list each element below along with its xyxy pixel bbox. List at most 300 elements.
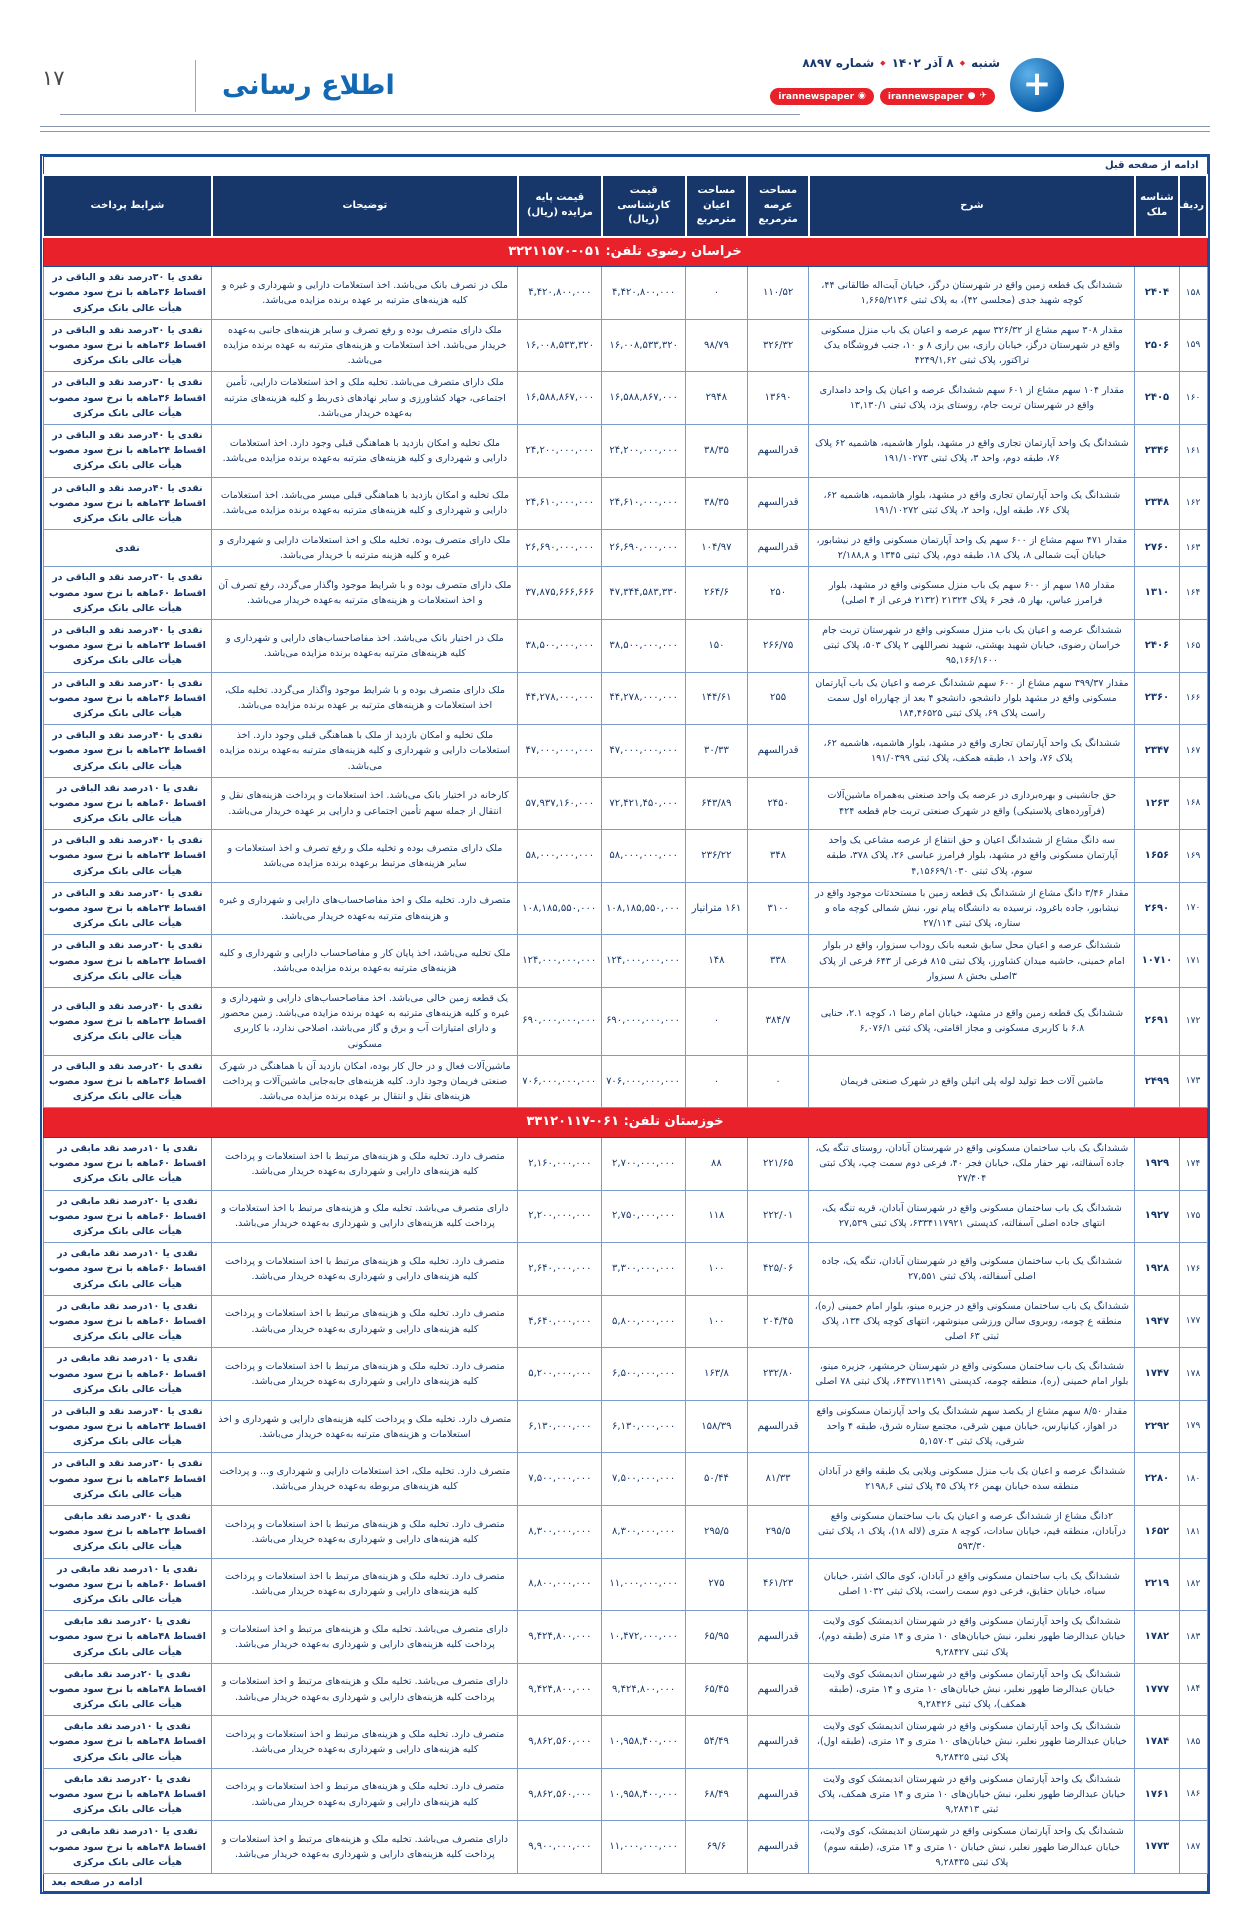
land-area: قدرالسهم [747, 424, 809, 477]
description: ششدانگ یک قطعه زمین واقع در مشهد، خیابان امام رضا ۱، کوچه ۲.۱، حنایی ۶.۸ با کاربری مسکونی و مجاز اقامتی، پلاک ثبتی ۶,۰۷۶/۱ [809, 987, 1135, 1055]
base-price: ۷۰۶,۰۰۰,۰۰۰,۰۰۰ [518, 1055, 602, 1108]
auction-table [40, 154, 1210, 1894]
payment-terms: نقدی یا ۱۰درصد نقد الباقی در اقساط ۶۰ماهه با نرخ سود مصوب هیأت عالی بانک مرکزی [43, 777, 212, 830]
building-area: ۳۸/۳۵ [686, 477, 748, 530]
land-area: ۲۲۲/۰۱ [747, 1190, 809, 1243]
building-area: ۰ [686, 987, 748, 1055]
listing-row [43, 1400, 1207, 1453]
building-area: ۵۴/۴۹ [686, 1716, 748, 1769]
payment-terms: نقدی یا ۱۰درصد نقد مابقی در اقساط ۶۰ماهه با نرخ سود مصوب هیأت عالی بانک مرکزی [43, 1558, 212, 1611]
notes: متصرف دارد. تخلیه ملک و پرداخت کلیه هزینه‌های دارایی و شهرداری و اخذ استعلامات و هزینه‌های مترتبه به‌عهده خریدار می‌باشد. [212, 1400, 518, 1453]
appraisal-price: ۲,۷۰۰,۰۰۰,۰۰۰ [602, 1138, 686, 1191]
listing-row [43, 830, 1207, 883]
description: ششدانگ عرصه و اعیان یک باب منزل مسکونی واقع در شهرستان تربت جام خراسان رضوی، خیابان شهید بهشتی، شهید نصراللهی ۲ پلاک ۵۰۳، پلاک ثبتی ۹۵,۱۶۶/۱۶۰۰ [809, 620, 1135, 673]
diamond-separator-icon: ◆ [959, 59, 966, 67]
header-horizontal-rule [60, 114, 800, 115]
payment-terms: نقدی یا ۳۰درصد نقد و الباقی در اقساط ۲۴ماهه با نرخ سود مصوب هیأت عالی بانک مرکزی [43, 882, 212, 935]
base-price: ۶,۱۳۰,۰۰۰,۰۰۰ [518, 1400, 602, 1453]
listing-row [43, 372, 1207, 425]
notes: ملک دارای متصرف بوده و با شرایط موجود واگذار می‌گردد، رفع تصرف آن و اخذ استعلامات و هزینه‌های مترتبه به‌عهده خریدار می‌باشد. [212, 567, 518, 620]
payment-terms: نقدی یا ۱۰درصد نقد مابقی در اقساط ۶۰ماهه با نرخ سود مصوب هیأت عالی بانک مرکزی [43, 1138, 212, 1191]
land-area: قدرالسهم [747, 1716, 809, 1769]
listing-row [43, 1453, 1207, 1506]
property-id: ۲۳۶۰ [1135, 672, 1179, 725]
row-number: ۱۷۵ [1179, 1190, 1207, 1243]
notes: ماشین‌آلات فعال و در حال کار بوده، امکان بازدید آن با هماهنگی در شهرک صنعتی فریمان وجود دارد. کلیه هزینه‌های جابه‌جایی ماشین‌آلات و پرداخت هزینه‌های نقل و انتقال بر عهده برنده مزایده می‌باشد. [212, 1055, 518, 1108]
land-area: ۰ [747, 1055, 809, 1108]
base-price: ۲,۲۰۰,۰۰۰,۰۰۰ [518, 1190, 602, 1243]
row-number: ۱۷۴ [1179, 1138, 1207, 1191]
notes: ملک تخلیه و امکان بازدید با هماهنگی قبلی وجود دارد. اخذ استعلامات دارایی و شهرداری و کلیه هزینه‌های مترتبه به‌عهده برنده مزایده می‌باشد. [212, 424, 518, 477]
notes: متصرف دارد. تخلیه ملک و هزینه‌های مرتبط با اخذ استعلامات و پرداخت کلیه هزینه‌های دارایی و شهرداری به‌عهده خریدار می‌باشد. [212, 1243, 518, 1296]
column-header: قیمت کارشناسی (ریال) [602, 175, 686, 237]
row-number: ۱۶۰ [1179, 372, 1207, 425]
description: ششدانگ یک واحد آپارتمان مسکونی واقع در شهرستان اندیمشک کوی ولایت خیابان عبدالرضا طهور نعلبر، نبش خیابان‌های ۱۰ متری و ۱۴ متری (طبقه دوم)، پلاک ثبتی ۹,۲۸۴۲۷ [809, 1611, 1135, 1664]
base-price: ۴,۴۲۰,۸۰۰,۰۰۰ [518, 267, 602, 320]
notes: متصرف دارد. تخلیه ملک و هزینه‌های مرتبط با اخذ استعلامات و پرداخت کلیه هزینه‌های دارایی و شهرداری به‌عهده خریدار می‌باشد. [212, 1506, 518, 1559]
property-id: ۱۹۲۷ [1135, 1190, 1179, 1243]
appraisal-price: ۴۷,۰۰۰,۰۰۰,۰۰۰ [602, 725, 686, 778]
description: مقدار ۳۰۸ سهم مشاع از ۳۲۶/۳۲ سهم عرصه و اعیان یک باب منزل مسکونی واقع در شهرستان درگز، خیابان رازی، بین رازی ۸ و ۱۰، جنب فروشگاه یدک تراکتور، پلاک ثبتی ۴۲۴۹/۱,۶۲ [809, 319, 1135, 372]
header-double-rule [40, 126, 1210, 132]
notes: ملک دارای متصرف می‌باشد. تخلیه ملک و اخذ استعلامات دارایی، تأمین اجتماعی، جهاد کشاورزی و سایر نهادهای ذی‌ربط و کلیه هزینه‌های مترتبه به‌عهده خریدار می‌باشد. [212, 372, 518, 425]
building-area: ۲۷۵ [686, 1558, 748, 1611]
row-number: ۱۷۰ [1179, 882, 1207, 935]
listing-row [43, 1295, 1207, 1348]
social-pill-instagram [770, 88, 874, 105]
telegram-icon: ✈ [979, 91, 987, 101]
payment-terms: نقدی یا ۴۰درصد نقد و الباقی در اقساط ۲۴ماهه با نرخ سود مصوب هیأت عالی بانک مرکزی [43, 725, 212, 778]
land-area: ۲۳۲/۸۰ [747, 1348, 809, 1401]
building-area: ۱۰۴/۹۷ [686, 530, 748, 567]
notes: ملک دارای متصرف بوده و با شرایط موجود واگذار می‌گردد. تخلیه ملک، اخذ استعلامات و هزینه‌های مترتبه بر عهده برنده مزایده می‌باشد. [212, 672, 518, 725]
building-area: ۰ [686, 1055, 748, 1108]
property-id: ۱۷۶۱ [1135, 1768, 1179, 1821]
appraisal-price: ۱۰,۴۷۲,۰۰۰,۰۰۰ [602, 1611, 686, 1664]
listing-row [43, 1055, 1207, 1108]
column-header: شرح [809, 175, 1135, 237]
land-area: ۲۲۱/۶۵ [747, 1138, 809, 1191]
property-id: ۲۴۰۵ [1135, 372, 1179, 425]
header-vertical-divider [195, 60, 196, 112]
building-area: ۱۵۰ [686, 620, 748, 673]
building-area: ۱۵۸/۳۹ [686, 1400, 748, 1453]
land-area: ۱۱۰/۵۲ [747, 267, 809, 320]
social-handle: irannewspaper [778, 91, 855, 102]
notes: ملک دارای متصرف بوده و رفع تصرف و سایر هزینه‌های جانبی به‌عهده خریدار می‌باشد. اخذ استعلامات و هزینه‌های مترتبه به عهده برنده مزایده می‌باشد. [212, 319, 518, 372]
row-number: ۱۸۲ [1179, 1558, 1207, 1611]
appraisal-price: ۹,۴۲۴,۸۰۰,۰۰۰ [602, 1663, 686, 1716]
appraisal-price: ۷۰۶,۰۰۰,۰۰۰,۰۰۰ [602, 1055, 686, 1108]
social-pill-telegram-twitter [880, 88, 995, 105]
building-area: ۲۳۶/۲۲ [686, 830, 748, 883]
land-area: ۲۶۶/۷۵ [747, 620, 809, 673]
property-id: ۱۶۵۶ [1135, 830, 1179, 883]
payment-terms: نقدی یا ۴۰درصد نقد و الباقی در اقساط ۲۴ماهه با نرخ سود مصوب هیأت عالی بانک مرکزی [43, 424, 212, 477]
row-number: ۱۸۴ [1179, 1663, 1207, 1716]
auction-table-body [43, 237, 1207, 1874]
notes: ملک تخلیه و امکان بازدید از ملک با هماهنگی قبلی وجود دارد. اخذ استعلامات دارایی و شهرداری و کلیه هزینه‌های مترتبه به‌عهده برنده مزایده می‌باشد. [212, 725, 518, 778]
appraisal-price: ۸,۳۰۰,۰۰۰,۰۰۰ [602, 1506, 686, 1559]
land-area: ۸۱/۳۳ [747, 1453, 809, 1506]
row-number: ۱۶۹ [1179, 830, 1207, 883]
description: ششدانگ یک قطعه زمین واقع در شهرستان درگز، خیابان آیت‌اله طالقانی ۴۴، کوچه شهید جدی (مجلسی ۴۲)، به پلاک ثبتی ۱,۶۶۵/۲۱۳۶ [809, 267, 1135, 320]
appraisal-price: ۷,۵۰۰,۰۰۰,۰۰۰ [602, 1453, 686, 1506]
payment-terms: نقدی یا ۱۰درصد نقد مابقی در اقساط ۶۰ماهه با نرخ سود مصوب هیأت عالی بانک مرکزی [43, 1243, 212, 1296]
payment-terms: نقدی یا ۳۰درصد نقد و الباقی در اقساط ۶۰ماهه با نرخ سود مصوب هیأت عالی بانک مرکزی [43, 567, 212, 620]
description: ششدانگ یک باب ساختمان مسکونی واقع در شهرستان خرمشهر، جزیره مینو، بلوار امام خمینی (ره)، منطقه چومه، کدپستی ۶۴۳۷۱۱۳۱۹۱، پلاک ثبتی ۷۸ اصلی [809, 1348, 1135, 1401]
region-section-row [43, 1108, 1207, 1138]
row-number: ۱۷۷ [1179, 1295, 1207, 1348]
building-area: ۶۵/۹۵ [686, 1611, 748, 1664]
listing-row [43, 777, 1207, 830]
column-header: مساحت عرصه مترمربع [747, 175, 809, 237]
description: مقدار ۸/۵۰ سهم مشاع از یکصد سهم ششدانگ یک واحد آپارتمان مسکونی واقع در اهواز، کیانپارس، خیابان میهن شرقی، مجتمع ستاره شرق، طبقه ۴ واحد شرقی، پلاک ثبتی ۵,۱۵۷۰۳ [809, 1400, 1135, 1453]
listing-row [43, 882, 1207, 935]
payment-terms: نقدی یا ۳۰درصد نقد و الباقی در اقساط ۳۶ماهه با نرخ سود مصوب هیأت عالی بانک مرکزی [43, 372, 212, 425]
notes: متصرف دارد. تخلیه ملک و هزینه‌های مرتبط با اخذ استعلامات و پرداخت کلیه هزینه‌های دارایی و شهرداری به‌عهده خریدار می‌باشد. [212, 1138, 518, 1191]
base-price: ۲,۶۴۰,۰۰۰,۰۰۰ [518, 1243, 602, 1296]
payment-terms: نقدی یا ۲۰درصد نقد و الباقی در اقساط ۳۶ماهه با نرخ سود مصوب هیأت عالی بانک مرکزی [43, 1055, 212, 1108]
base-price: ۷,۵۰۰,۰۰۰,۰۰۰ [518, 1453, 602, 1506]
building-area: ۱۶۱ مترانبار [686, 882, 748, 935]
auction-table-header-row [43, 175, 1207, 237]
continued-from-previous: ادامه از صفحه قبل [43, 157, 1207, 176]
appraisal-price: ۳۸,۵۰۰,۰۰۰,۰۰۰ [602, 620, 686, 673]
listing-row [43, 1716, 1207, 1769]
building-area: ۱۱۸ [686, 1190, 748, 1243]
row-number: ۱۸۵ [1179, 1716, 1207, 1769]
base-price: ۲۴,۶۱۰,۰۰۰,۰۰۰ [518, 477, 602, 530]
column-header: قیمت پایه مزایده (ریال) [518, 175, 602, 237]
row-number: ۱۷۲ [1179, 987, 1207, 1055]
row-number: ۱۶۶ [1179, 672, 1207, 725]
payment-terms: نقدی یا ۱۰درصد نقد مابقی در اقساط ۶۰ماهه با نرخ سود مصوب هیأت عالی بانک مرکزی [43, 1348, 212, 1401]
building-area: ۶۵/۴۵ [686, 1663, 748, 1716]
notes: دارای متصرف می‌باشد. تخلیه ملک و هزینه‌های مرتبط و اخذ استعلامات و پرداخت کلیه هزینه‌های دارایی و شهرداری به‌عهده خریدار می‌باشد. [212, 1611, 518, 1664]
land-area: قدرالسهم [747, 530, 809, 567]
notes: متصرف دارد. تخلیه ملک، اخذ استعلامات دارایی و شهرداری و... و پرداخت کلیه هزینه‌های مربوطه به‌عهده خریدار می‌باشد. [212, 1453, 518, 1506]
listing-row [43, 1821, 1207, 1874]
base-price: ۴۷,۰۰۰,۰۰۰,۰۰۰ [518, 725, 602, 778]
payment-terms: نقدی یا ۲۰درصد نقد مابقی اقساط ۴۸ماهه با نرخ سود مصوب هیأت عالی بانک مرکزی [43, 1768, 212, 1821]
description: ششدانگ یک واحد آپارتمان مسکونی واقع در شهرستان اندیمشک کوی ولایت خیابان عبدالرضا طهور نعلبر، نبش خیابان‌های ۱۰ متری و ۱۴ متری همکف، پلاک ثبتی ۹,۲۸۴۱۳ [809, 1768, 1135, 1821]
appraisal-price: ۴۴,۲۷۸,۰۰۰,۰۰۰ [602, 672, 686, 725]
description: ششدانگ یک واحد آپارتمان تجاری واقع در مشهد، بلوار هاشمیه، هاشمیه ۶۲، پلاک ۷۶، واحد ۱، طبقه همکف، پلاک ثبتی ۱۹۱/۰۳۹۹ [809, 725, 1135, 778]
description: ششدانگ یک واحد آپارتمان مسکونی واقع در شهرستان اندیمشک کوی ولایت خیابان عبدالرضا طهور نعلبر، نبش خیابان‌های ۱۰ متری و ۱۴ متری، (طبقه همکف)، پلاک ثبتی ۹,۲۸۴۲۶ [809, 1663, 1135, 1716]
payment-terms: نقدی یا ۱۰درصد نقد مابقی در اقساط ۴۸ماهه با نرخ سود مصوب هیأت عالی بانک مرکزی [43, 1821, 212, 1874]
notes: متصرف دارد. تخلیه ملک و هزینه‌های مرتبط با اخذ استعلامات و پرداخت کلیه هزینه‌های دارایی و شهرداری به‌عهده خریدار می‌باشد. [212, 1348, 518, 1401]
land-area: ۲۵۰ [747, 567, 809, 620]
row-number: ۱۷۱ [1179, 935, 1207, 988]
listing-row [43, 1768, 1207, 1821]
appraisal-price: ۱۶,۵۸۸,۸۶۷,۰۰۰ [602, 372, 686, 425]
property-id: ۱۷۷۳ [1135, 1821, 1179, 1874]
payment-terms: نقدی یا ۲۰درصد نقد مابقی اقساط ۴۸ماهه با نرخ سود مصوب هیأت عالی بانک مرکزی [43, 1611, 212, 1664]
issue-number: شماره ۸۸۹۷ [802, 56, 875, 70]
payment-terms: نقدی یا ۴۰درصد نقد و الباقی در اقساط ۲۴ماهه با نرخ سود مصوب هیأت عالی بانک مرکزی [43, 620, 212, 673]
notes: متصرف دارد. تخلیه ملک و هزینه‌های مرتبط و اخذ استعلامات و پرداخت کلیه هزینه‌های دارایی و شهرداری به‌عهده خریدار می‌باشد. [212, 1768, 518, 1821]
property-id: ۱۹۴۷ [1135, 1295, 1179, 1348]
appraisal-price: ۷۲,۴۲۱,۴۵۰,۰۰۰ [602, 777, 686, 830]
continued-next-page: ادامه در صفحه بعد [43, 1873, 1207, 1891]
payment-terms: نقدی [43, 530, 212, 567]
appraisal-price: ۴۷,۳۴۴,۵۸۳,۳۳۰ [602, 567, 686, 620]
payment-terms: نقدی یا ۲۰درصد نقد مابقی در اقساط ۶۰ماهه با نرخ سود مصوب هیأت عالی بانک مرکزی [43, 1190, 212, 1243]
appraisal-price: ۶۹۰,۰۰۰,۰۰۰,۰۰۰ [602, 987, 686, 1055]
appraisal-price: ۶,۱۳۰,۰۰۰,۰۰۰ [602, 1400, 686, 1453]
appraisal-price: ۵۸,۰۰۰,۰۰۰,۰۰۰ [602, 830, 686, 883]
land-area: ۳۱۰۰ [747, 882, 809, 935]
property-id: ۲۴۹۹ [1135, 1055, 1179, 1108]
property-id: ۲۵۰۶ [1135, 319, 1179, 372]
page-number: ۱۷ [42, 66, 65, 90]
base-price: ۲,۱۶۰,۰۰۰,۰۰۰ [518, 1138, 602, 1191]
appraisal-price: ۲۴,۶۱۰,۰۰۰,۰۰۰ [602, 477, 686, 530]
auction-listings-table [42, 156, 1208, 1892]
listing-row [43, 672, 1207, 725]
listing-row [43, 1506, 1207, 1559]
description: ششدانگ یک واحد آپارتمان مسکونی واقع در شهرستان اندیمشک، کوی ولایت، خیابان عبدالرضا طهور نعلبر، نبش خیابان ۱۰ متری و ۱۴ متری، (طبقه سوم) پلاک ثبتی ۹,۲۸۴۳۵ [809, 1821, 1135, 1874]
listing-row [43, 267, 1207, 320]
description: ششدانگ یک واحد آپارتمان تجاری واقع در مشهد، بلوار هاشمیه، هاشمیه ۶۲، پلاک ۷۶، طبقه اول، واحد ۲، پلاک ثبتی ۱۹۱/۱۰۲۷۲ [809, 477, 1135, 530]
appraisal-price: ۴,۴۲۰,۸۰۰,۰۰۰ [602, 267, 686, 320]
description: مقدار ۳۹۹/۳۷ سهم مشاع از ۶۰۰ سهم ششدانگ عرصه و اعیان یک باب آپارتمان مسکونی واقع در مشهد بلوار دانشجو، دانشجو ۴ بعد از چهارراه اول سمت راست پلاک ۶۹، پلاک ثبتی ۱۸۴,۴۶۵۲۵ [809, 672, 1135, 725]
land-area: ۲۴۵۰ [747, 777, 809, 830]
building-area: ۵۰/۴۴ [686, 1453, 748, 1506]
region-section-header: خوزستان تلفن: ۰۶۱-۳۳۱۲۰۱۱۷ [43, 1108, 1207, 1138]
description: ششدانگ عرصه و اعیان یک باب منزل مسکونی ویلایی یک طبقه واقع در آبادان منطقه سده خیابان بهمن ۲۶ پلاک ۴۵ پلاک ثبتی ۲۱۹۸,۶ [809, 1453, 1135, 1506]
row-number: ۱۵۹ [1179, 319, 1207, 372]
row-number: ۱۸۳ [1179, 1611, 1207, 1664]
base-price: ۱۰۸,۱۸۵,۵۵۰,۰۰۰ [518, 882, 602, 935]
base-price: ۹,۸۶۲,۵۶۰,۰۰۰ [518, 1768, 602, 1821]
land-area: ۱۳۶۹۰ [747, 372, 809, 425]
region-section-header: خراسان رضوی تلفن: ۰۵۱-۳۲۲۱۱۵۷۰ [43, 237, 1207, 267]
description: ششدانگ یک واحد آپارتمان تجاری واقع در مشهد، بلوار هاشمیه، هاشمیه ۶۲ پلاک ۷۶، طبقه دوم، واحد ۳، پلاک ثبتی ۱۹۱/۱۰۲۷۳ [809, 424, 1135, 477]
land-area: ۳۲۶/۳۲ [747, 319, 809, 372]
building-area: ۱۰۰ [686, 1295, 748, 1348]
notes: متصرف دارد. تخلیه ملک و هزینه‌های مرتبط با اخذ استعلامات و پرداخت کلیه هزینه‌های دارایی و شهرداری به‌عهده خریدار می‌باشد. [212, 1295, 518, 1348]
column-header: شرایط پرداخت [43, 175, 212, 237]
payment-terms: نقدی یا ۴۰درصد نقد و الباقی در اقساط ۲۴ماهه با نرخ سود مصوب هیأت عالی بانک مرکزی [43, 477, 212, 530]
payment-terms: نقدی یا ۴۰درصد نقد و الباقی در اقساط ۲۴ماهه با نرخ سود مصوب هیأت عالی بانک مرکزی [43, 830, 212, 883]
description: مقدار ۱۰۴ سهم مشاع از ۶۰۱ سهم ششدانگ عرصه و اعیان یک واحد دامداری واقع در شهرستان تربت جام، روستای یزد، پلاک ثبتی ۱۳,۱۳۰/۱ [809, 372, 1135, 425]
base-price: ۲۴,۲۰۰,۰۰۰,۰۰۰ [518, 424, 602, 477]
row-number: ۱۸۶ [1179, 1768, 1207, 1821]
property-id: ۱۹۲۹ [1135, 1138, 1179, 1191]
date-weekday: شنبه [971, 56, 1000, 70]
property-id: ۲۲۱۹ [1135, 1558, 1179, 1611]
page-header [0, 0, 1250, 148]
row-number: ۱۶۸ [1179, 777, 1207, 830]
base-price: ۱۶,۰۰۸,۵۳۳,۳۲۰ [518, 319, 602, 372]
base-price: ۵,۲۰۰,۰۰۰,۰۰۰ [518, 1348, 602, 1401]
notes: متصرف دارد. تخلیه ملک و اخذ مفاصاحساب‌های دارایی و شهرداری و غیره و هزینه‌های مترتبه به‌عهده خریدار می‌باشد. [212, 882, 518, 935]
property-id: ۱۶۵۲ [1135, 1506, 1179, 1559]
row-number: ۱۷۳ [1179, 1055, 1207, 1108]
notes: ملک در تصرف بانک می‌باشد. اخذ استعلامات دارایی و شهرداری و غیره و کلیه هزینه‌های مترتبه بر عهده برنده مزایده می‌باشد. [212, 267, 518, 320]
base-price: ۸,۳۰۰,۰۰۰,۰۰۰ [518, 1506, 602, 1559]
base-price: ۹,۹۰۰,۰۰۰,۰۰۰ [518, 1821, 602, 1874]
base-price: ۳۸,۵۰۰,۰۰۰,۰۰۰ [518, 620, 602, 673]
notes: دارای متصرف می‌باشد. تخلیه ملک و هزینه‌های مرتبط با اخذ استعلامات و پرداخت کلیه هزینه‌های دارایی و شهرداری به‌عهده خریدار می‌باشد. [212, 1190, 518, 1243]
building-area: ۲۹۴۸ [686, 372, 748, 425]
notes: ملک تخلیه و امکان بازدید با هماهنگی قبلی میسر می‌باشد. اخذ استعلامات دارایی و شهرداری و کلیه هزینه‌های مترتبه به‌عهده برنده مزایده می‌باشد. [212, 477, 518, 530]
building-area: ۶۹/۶ [686, 1821, 748, 1874]
property-id: ۲۷۶۰ [1135, 530, 1179, 567]
date-line [802, 56, 1000, 70]
payment-terms: نقدی یا ۳۰درصد نقد و الباقی در اقساط ۳۶ماهه با نرخ سود مصوب هیأت عالی بانک مرکزی [43, 267, 212, 320]
listing-row [43, 620, 1207, 673]
column-header: شناسه ملک [1135, 175, 1179, 237]
appraisal-price: ۵,۸۰۰,۰۰۰,۰۰۰ [602, 1295, 686, 1348]
building-area: ۱۴۸ [686, 935, 748, 988]
payment-terms: نقدی یا ۳۰درصد نقد و الباقی در اقساط ۳۶ماهه با نرخ سود مصوب هیأت عالی بانک مرکزی [43, 672, 212, 725]
payment-terms: نقدی یا ۳۰درصد نقد و الباقی در اقساط ۳۶ماهه با نرخ سود مصوب هیأت عالی بانک مرکزی [43, 1453, 212, 1506]
base-price: ۵۷,۹۳۷,۱۶۰,۰۰۰ [518, 777, 602, 830]
land-area: قدرالسهم [747, 1611, 809, 1664]
property-id: ۱۹۲۸ [1135, 1243, 1179, 1296]
property-id: ۲۶۹۰ [1135, 882, 1179, 935]
date-full: ۸ آذر ۱۴۰۲ [891, 56, 954, 70]
base-price: ۹,۴۲۴,۸۰۰,۰۰۰ [518, 1611, 602, 1664]
payment-terms: نقدی یا ۳۰درصد نقد و الباقی در اقساط ۳۶ماهه با نرخ سود مصوب هیأت عالی بانک مرکزی [43, 319, 212, 372]
base-price: ۱۶,۵۸۸,۸۶۷,۰۰۰ [518, 372, 602, 425]
description: مقدار ۱۸۵ سهم از ۶۰۰ سهم یک باب منزل مسکونی واقع در مشهد، بلوار فرامرز عباس، بهار ۵، فجر ۶ پلاک ۲۱۳۲۴ (۲۱۳۲ فرعی از ۴ اصلی) [809, 567, 1135, 620]
property-id: ۱۳۱۰ [1135, 567, 1179, 620]
notes: متصرف دارد. تخلیه ملک و هزینه‌های مرتبط با اخذ استعلامات و پرداخت کلیه هزینه‌های دارایی و شهرداری به‌عهده خریدار می‌باشد. [212, 1558, 518, 1611]
notes: ملک در اختیار بانک می‌باشد. اخذ مفاصاحساب‌های دارایی و شهرداری و کلیه هزینه‌های مترتبه به‌عهده برنده مزایده می‌باشد. [212, 620, 518, 673]
listing-row [43, 725, 1207, 778]
appraisal-price: ۲۴,۲۰۰,۰۰۰,۰۰۰ [602, 424, 686, 477]
notes: کارخانه در اختیار بانک می‌باشد. اخذ استعلامات و پرداخت هزینه‌های نقل و انتقال از جمله سهم تأمین اجتماعی و دارایی بر عهده خریدار می‌باشد. [212, 777, 518, 830]
appraisal-price: ۶,۵۰۰,۰۰۰,۰۰۰ [602, 1348, 686, 1401]
row-number: ۱۷۹ [1179, 1400, 1207, 1453]
notes: ملک تخلیه می‌باشد، اخذ پایان کار و مفاصاحساب دارایی و شهرداری و کلیه هزینه‌های مترتبه به‌عهده برنده مزایده می‌باشد. [212, 935, 518, 988]
base-price: ۲۶,۶۹۰,۰۰۰,۰۰۰ [518, 530, 602, 567]
building-area: ۳۰/۳۳ [686, 725, 748, 778]
land-area: ۳۴۸ [747, 830, 809, 883]
description: ششدانگ یک باب ساختمان مسکونی واقع در شهرستان آبادان، قریه تنگه یک، انتهای جاده اصلی آسفالته، کدپستی ۶۳۳۴۱۱۷۹۲۱، پلاک ثبتی ۲۷,۵۳۹ [809, 1190, 1135, 1243]
base-price: ۸,۸۰۰,۰۰۰,۰۰۰ [518, 1558, 602, 1611]
plus-logo-glyph: + [1022, 63, 1052, 104]
listing-row [43, 530, 1207, 567]
description: ششدانگ یک باب ساختمان مسکونی واقع در جزیره مینو، بلوار امام خمینی (ره)، منطقه ع چومه، روبروی سالن ورزشی مینوشهر، انتهای کوچه پلاک ۱۳۴، پلاک ثبتی ۶۳ اصلی [809, 1295, 1135, 1348]
property-id: ۱۲۶۳ [1135, 777, 1179, 830]
listing-row [43, 319, 1207, 372]
property-id: ۲۳۴۷ [1135, 725, 1179, 778]
building-area: ۶۴۳/۸۹ [686, 777, 748, 830]
property-id: ۲۴۰۴ [1135, 267, 1179, 320]
description: مقدار ۳/۴۶ دانگ مشاع از ششدانگ یک قطعه زمین با مستحدثات موجود واقع در نیشابور، جاده باغرود، نرسیده به دانشگاه پیام نور، نبش شمالی کوچه ماه و ستاره، پلاک ثبتی ۲۷/۱۱۴ [809, 882, 1135, 935]
property-id: ۱۷۸۴ [1135, 1716, 1179, 1769]
property-id: ۱۰۷۱۰ [1135, 935, 1179, 988]
land-area: ۴۲۵/۰۶ [747, 1243, 809, 1296]
land-area: قدرالسهم [747, 725, 809, 778]
building-area: ۹۸/۷۹ [686, 319, 748, 372]
land-area: قدرالسهم [747, 477, 809, 530]
appraisal-price: ۱۰۸,۱۸۵,۵۵۰,۰۰۰ [602, 882, 686, 935]
land-area: ۲۵۵ [747, 672, 809, 725]
row-number: ۱۶۳ [1179, 530, 1207, 567]
payment-terms: نقدی یا ۴۰درصد نقد مابقی اقساط ۲۴ماهه با نرخ سود مصوب هیأت عالی بانک مرکزی [43, 1506, 212, 1559]
property-id: ۲۲۹۲ [1135, 1400, 1179, 1453]
instagram-icon: ◉ [858, 91, 866, 101]
property-id: ۲۲۸۰ [1135, 1453, 1179, 1506]
description: ششدانگ یک باب ساختمان مسکونی واقع در شهرستان آبادان، روستای تنگه یک، جاده آسفالته، نهر حفار ملک، خیابان فجر ۴۰، فرعی دوم سمت چپ، پلاک ثبتی ۲۷/۴۰۴ [809, 1138, 1135, 1191]
building-area: ۱۴۴/۶۱ [686, 672, 748, 725]
iran-newspaper-logo [1010, 58, 1064, 112]
land-area: ۲۰۴/۴۵ [747, 1295, 809, 1348]
diamond-separator-icon: ◆ [880, 59, 886, 67]
listing-row [43, 935, 1207, 988]
listing-row [43, 1348, 1207, 1401]
base-price: ۳۷,۸۷۵,۶۶۶,۶۶۶ [518, 567, 602, 620]
listing-row [43, 1138, 1207, 1191]
description: ۲دانگ مشاع از ششدانگ عرصه و اعیان یک باب ساختمان مسکونی واقع درآبادان، منطقه قیم، خیابان سادات، کوچه ۸ متری (لاله ۱۸)، پلاک ۱، پلاک ثبتی ۵۹۳/۳۰ [809, 1506, 1135, 1559]
listing-row [43, 1243, 1207, 1296]
row-number: ۱۵۸ [1179, 267, 1207, 320]
notes: دارای متصرف می‌باشد. تخلیه ملک و هزینه‌های مرتبط و اخذ استعلامات و پرداخت کلیه هزینه‌های دارایی و شهرداری به‌عهده خریدار می‌باشد. [212, 1663, 518, 1716]
land-area: ۴۶۱/۲۳ [747, 1558, 809, 1611]
description: سه دانگ مشاع از ششدانگ اعیان و حق انتفاع از عرصه مشاعی یک واحد آپارتمان مسکونی واقع در مشهد، بلوار فرامرز عباسی ۲۶، پلاک ۳۷۸، طبقه سوم، پلاک ثبتی ۴,۱۵۶۶۹/۱۰۳۰ [809, 830, 1135, 883]
building-area: ۱۶۳/۸ [686, 1348, 748, 1401]
land-area: قدرالسهم [747, 1821, 809, 1874]
notes: ملک دارای متصرف بوده و تخلیه ملک و رفع تصرف و اخذ استعلامات و سایر هزینه‌های مرتبط برعهده برنده مزایده می‌باشد [212, 830, 518, 883]
payment-terms: نقدی یا ۱۰درصد نقد مابقی اقساط ۴۸ماهه با نرخ سود مصوب هیأت عالی بانک مرکزی [43, 1716, 212, 1769]
row-number: ۱۸۷ [1179, 1821, 1207, 1874]
notes: یک قطعه زمین خالی می‌باشد. اخذ مفاصاحساب‌های دارایی و شهرداری و غیره و کلیه هزینه‌های مترتبه به عهده برنده مزایده می‌باشد. زمین محصور و دارای امتیازات آب و برق و گاز می‌باشد، اصلاحی ندارد، با کاربری مسکونی [212, 987, 518, 1055]
column-header: مساحت اعیان مترمربع [686, 175, 748, 237]
appraisal-price: ۲۶,۶۹۰,۰۰۰,۰۰۰ [602, 530, 686, 567]
row-number: ۱۶۷ [1179, 725, 1207, 778]
payment-terms: نقدی یا ۴۰درصد نقد و الباقی در اقساط ۲۴ماهه با نرخ سود مصوب هیأت عالی بانک مرکزی [43, 1400, 212, 1453]
property-id: ۲۳۴۶ [1135, 424, 1179, 477]
newspaper-section-title: اطلاع رسانی [222, 70, 395, 101]
description: ششدانگ یک واحد آپارتمان مسکونی واقع در شهرستان اندیمشک کوی ولایت خیابان عبدالرضا طهور نعلبر، نبش خیابان‌های ۱۰ متری و ۱۴ متری، (طبقه اول)، پلاک ثبتی ۹,۲۸۴۲۵ [809, 1716, 1135, 1769]
description: ششدانگ یک باب ساختمان مسکونی واقع در شهرستان آبادان، تنگه یک، جاده اصلی آسفالته، پلاک ثبتی ۲۷,۵۵۱ [809, 1243, 1135, 1296]
description: حق جانشینی و بهره‌برداری در عرصه یک واحد صنعتی به‌همراه ماشین‌آلات (فرآورده‌های پلاستیکی) واقع در شهرک صنعتی تربت جام قطعه ۴۲۴ [809, 777, 1135, 830]
row-number: ۱۶۲ [1179, 477, 1207, 530]
property-id: ۲۶۹۱ [1135, 987, 1179, 1055]
property-id: ۲۴۰۶ [1135, 620, 1179, 673]
building-area: ۲۶۴/۶ [686, 567, 748, 620]
land-area: ۳۳۸ [747, 935, 809, 988]
payment-terms: نقدی یا ۳۰درصد نقد و الباقی در اقساط ۲۴ماهه با نرخ سود مصوب هیأت عالی بانک مرکزی [43, 935, 212, 988]
property-id: ۱۷۴۷ [1135, 1348, 1179, 1401]
notes: متصرف دارد. تخلیه ملک و هزینه‌های مرتبط و اخذ استعلامات و پرداخت کلیه هزینه‌های دارایی و شهرداری به‌عهده خریدار می‌باشد. [212, 1716, 518, 1769]
twitter-icon: ● [967, 91, 976, 101]
base-price: ۹,۴۲۴,۸۰۰,۰۰۰ [518, 1663, 602, 1716]
payment-terms: نقدی یا ۲۰درصد نقد مابقی اقساط ۴۸ماهه با نرخ سود مصوب هیأت عالی بانک مرکزی [43, 1663, 212, 1716]
appraisal-price: ۳,۳۰۰,۰۰۰,۰۰۰ [602, 1243, 686, 1296]
property-id: ۲۳۴۸ [1135, 477, 1179, 530]
column-header: ردیف [1179, 175, 1207, 237]
description: ماشین آلات خط تولید لوله پلی اتیلن واقع در شهرک صنعتی فریمان [809, 1055, 1135, 1108]
row-number: ۱۶۴ [1179, 567, 1207, 620]
listing-row [43, 567, 1207, 620]
listing-row [43, 1558, 1207, 1611]
building-area: ۲۹۵/۵ [686, 1506, 748, 1559]
appraisal-price: ۱۱,۰۰۰,۰۰۰,۰۰۰ [602, 1821, 686, 1874]
land-area: ۲۹۵/۵ [747, 1506, 809, 1559]
payment-terms: نقدی یا ۴۰درصد نقد و الباقی در اقساط ۲۴ماهه با نرخ سود مصوب هیأت عالی بانک مرکزی [43, 987, 212, 1055]
appraisal-price: ۱۰,۹۵۸,۴۰۰,۰۰۰ [602, 1716, 686, 1769]
listing-row [43, 1663, 1207, 1716]
base-price: ۱۲۴,۰۰۰,۰۰۰,۰۰۰ [518, 935, 602, 988]
notes: دارای متصرف می‌باشد. تخلیه ملک و هزینه‌های مرتبط و اخذ استعلامات و پرداخت کلیه هزینه‌های دارایی و شهرداری به‌عهده خریدار می‌باشد. [212, 1821, 518, 1874]
